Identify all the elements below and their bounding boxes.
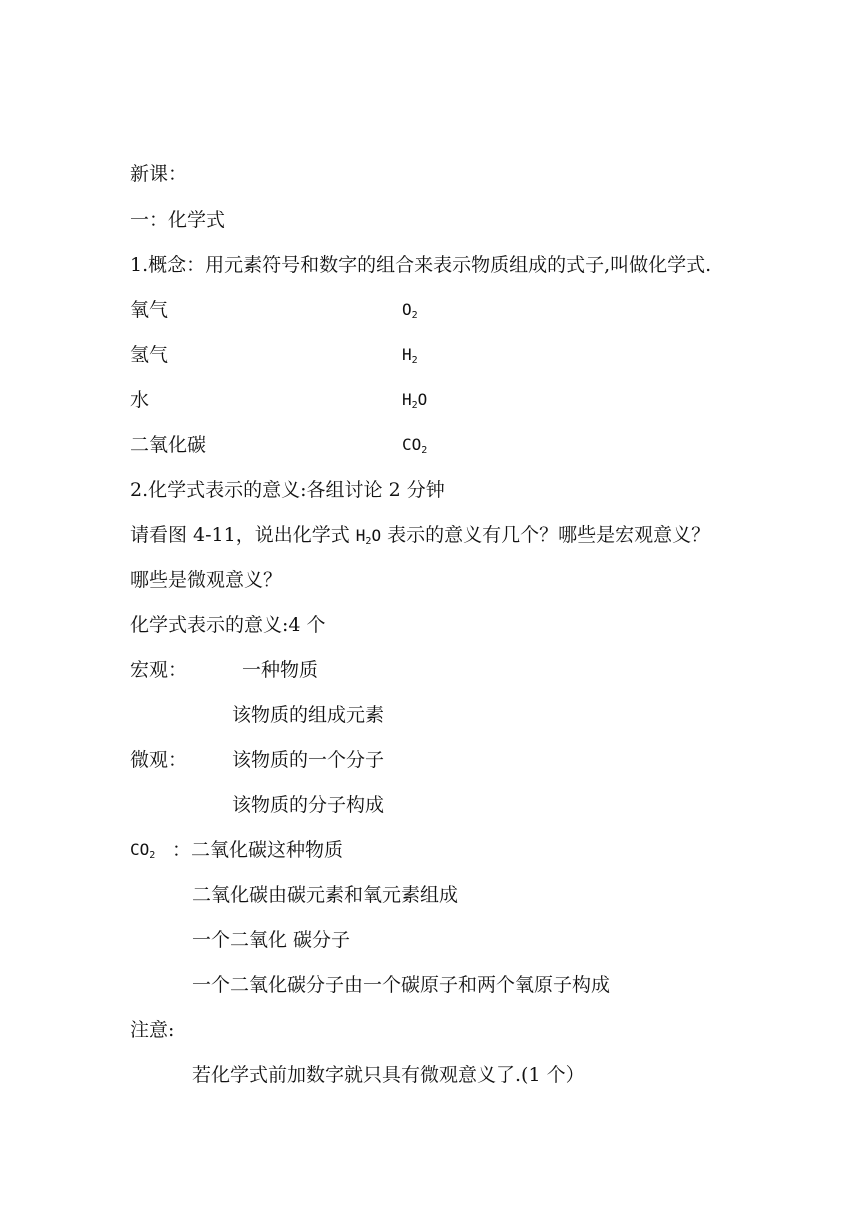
example-formula: $H_2$ bbox=[402, 345, 418, 366]
note-heading: 注意: bbox=[130, 1019, 175, 1041]
co2-formula: $CO_2$ bbox=[130, 840, 156, 861]
example-name: 二氧化碳 bbox=[130, 434, 207, 456]
heading-chemical-formula: 一：化学式 bbox=[130, 209, 226, 231]
co2-meaning: 二氧化碳由碳元素和氧元素组成 bbox=[192, 884, 459, 906]
macro-item: 一种物质 bbox=[242, 659, 319, 681]
example-name: 水 bbox=[130, 389, 150, 411]
co2-meaning: ：二氧化碳这种物质 bbox=[172, 839, 344, 861]
micro-item: 该物质的分子构成 bbox=[232, 794, 385, 816]
example-formula: $CO_2$ bbox=[402, 435, 428, 456]
co2-meaning: 一个二氧化 碳分子 bbox=[192, 929, 351, 951]
micro-item: 该物质的一个分子 bbox=[232, 749, 385, 771]
section-heading-new-lesson: 新课： bbox=[130, 163, 188, 185]
example-formula: $O_2$ bbox=[402, 300, 418, 321]
co2-meaning: 一个二氧化碳分子由一个碳原子和两个氧原子构成 bbox=[192, 974, 611, 996]
note-text: 若化学式前加数字就只具有微观意义了.(1 个） bbox=[192, 1064, 585, 1086]
example-name: 氢气 bbox=[130, 344, 169, 366]
meaning-count: 化学式表示的意义:4 个 bbox=[130, 614, 326, 636]
meaning-heading: 2.化学式表示的意义:各组讨论 2 分钟 bbox=[130, 479, 445, 501]
macro-item: 该物质的组成元素 bbox=[232, 704, 385, 726]
question-line: 请看图 4-11，说出化学式 $H_2O$ 表示的意义有几个？哪些是宏观意义？ bbox=[130, 524, 711, 547]
macro-label: 宏观： bbox=[130, 659, 188, 681]
concept-definition: 1.概念：用元素符号和数字的组合来表示物质组成的式子,叫做化学式. bbox=[130, 254, 712, 276]
example-name: 氧气 bbox=[130, 299, 169, 321]
inline-formula: $H_2O$ bbox=[355, 526, 382, 547]
micro-label: 微观： bbox=[130, 749, 188, 771]
question-line-cont: 哪些是微观意义？ bbox=[130, 569, 283, 591]
example-formula: $H_2O$ bbox=[402, 390, 428, 411]
